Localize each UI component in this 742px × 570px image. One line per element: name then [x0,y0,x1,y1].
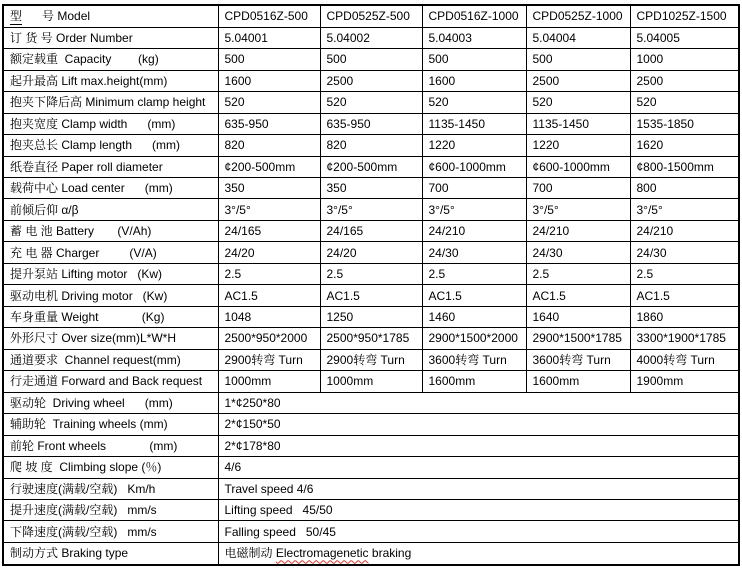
spec-value: ¢200-500mm [218,156,320,177]
spec-value: 24/210 [422,220,526,241]
spec-value: 24/30 [630,242,739,263]
spec-row-label: 提升泵站 Lifting motor (Kw) [3,263,218,284]
spec-value: 2.5 [630,263,739,284]
spec-value: Lifting speed 45/50 [218,500,739,521]
spec-table [2,4,740,566]
spec-value: 635-950 [218,113,320,134]
spec-row-label: 起升最高 Lift max.height(mm) [3,70,218,91]
spec-value: 24/20 [320,242,422,263]
table-row [3,457,739,478]
table-row [3,70,739,91]
spec-value: CPD0525Z-500 [320,5,422,27]
spec-value: AC1.5 [218,285,320,306]
spec-value: 2.5 [218,263,320,284]
table-row [3,135,739,156]
spec-row-label: 下降速度(满载/空载) mm/s [3,521,218,542]
spec-value: 350 [320,177,422,198]
spec-value: 1460 [422,306,526,327]
table-row [3,27,739,48]
spec-value: 1620 [630,135,739,156]
spec-value: 1*¢250*80 [218,392,739,413]
spec-value: 2*¢150*50 [218,414,739,435]
spec-value: 24/20 [218,242,320,263]
spec-row-label: 抱夹下降后高 Minimum clamp height [3,92,218,113]
spec-value: ¢600-1000mm [422,156,526,177]
spec-value: 24/30 [422,242,526,263]
spec-row-label: 订 货 号 Order Number [3,27,218,48]
table-row [3,177,739,198]
spec-value: 1048 [218,306,320,327]
spec-value: 24/210 [526,220,630,241]
spec-value: 1900mm [630,371,739,392]
spec-value: 520 [320,92,422,113]
spec-value: 5.04002 [320,27,422,48]
table-row [3,500,739,521]
spec-value: 820 [320,135,422,156]
spec-value: 24/165 [320,220,422,241]
spec-value: Falling speed 50/45 [218,521,739,542]
spec-value: AC1.5 [422,285,526,306]
spec-value: 520 [630,92,739,113]
spec-value: 820 [218,135,320,156]
table-row [3,478,739,499]
table-row [3,306,739,327]
spec-value: 1220 [422,135,526,156]
spec-table-body [3,5,739,565]
spec-value: 2500 [320,70,422,91]
spec-value: 2500 [526,70,630,91]
spec-value: Travel speed 4/6 [218,478,739,499]
table-row [3,328,739,349]
spec-value: 2500*950*2000 [218,328,320,349]
spec-value: AC1.5 [630,285,739,306]
spec-value: 2900转弯 Turn [320,349,422,370]
spec-value: 3°/5° [320,199,422,220]
spec-value: CPD0516Z-500 [218,5,320,27]
spec-value: 520 [218,92,320,113]
spec-value: 520 [422,92,526,113]
spec-value: 520 [526,92,630,113]
table-row [3,542,739,565]
spec-row-label: 驱动电机 Driving motor (Kw) [3,285,218,306]
spec-value: 24/210 [630,220,739,241]
spec-value: 4000转弯 Turn [630,349,739,370]
spec-value: AC1.5 [320,285,422,306]
spec-value: 3300*1900*1785 [630,328,739,349]
spec-row-label: 充 电 器 Charger (V/A) [3,242,218,263]
spec-value: 5.04001 [218,27,320,48]
spec-row-label: 前倾后仰 α/β [3,199,218,220]
spec-value: 2*¢178*80 [218,435,739,456]
spec-value: 1535-1850 [630,113,739,134]
spec-value: 1600 [218,70,320,91]
spec-row-label: 爬 坡 度 Climbing slope (％) [3,457,218,478]
spec-value: ¢200-500mm [320,156,422,177]
spec-value: 电磁制动 Electromagenetic braking [218,542,739,565]
spec-value: 1860 [630,306,739,327]
spec-value: 1000 [630,49,739,70]
table-row [3,220,739,241]
spec-row-label: 额定载重 Capacity (kg) [3,49,218,70]
table-row [3,285,739,306]
spec-value: 2.5 [526,263,630,284]
spec-row-label: 前轮 Front wheels (mm) [3,435,218,456]
spec-value: 3°/5° [526,199,630,220]
spec-value: 2900*1500*2000 [422,328,526,349]
spec-value: 1135-1450 [422,113,526,134]
spec-value: 4/6 [218,457,739,478]
spec-value: 24/165 [218,220,320,241]
spec-value: 2.5 [320,263,422,284]
spec-value: ¢800-1500mm [630,156,739,177]
spec-value: 635-950 [320,113,422,134]
spec-value: 1135-1450 [526,113,630,134]
spec-row-label: 抱夹总长 Clamp length (mm) [3,135,218,156]
spec-value: 24/30 [526,242,630,263]
spec-value: 2500 [630,70,739,91]
table-row [3,5,739,27]
spec-row-label: 型 号 Model [3,5,218,27]
spec-value: 1640 [526,306,630,327]
spec-value: 1220 [526,135,630,156]
spec-value: CPD1025Z-1500 [630,5,739,27]
spec-value: 1600mm [422,371,526,392]
spec-value: 500 [320,49,422,70]
spec-value: 2900*1500*1785 [526,328,630,349]
table-row [3,435,739,456]
spec-value: 3°/5° [218,199,320,220]
spec-row-label: 通道要求 Channel request(mm) [3,349,218,370]
spec-row-label: 外形尺寸 Over size(mm)L*W*H [3,328,218,349]
spec-value: 1000mm [320,371,422,392]
table-row [3,92,739,113]
spec-value: 500 [218,49,320,70]
spec-row-label: 抱夹宽度 Clamp width (mm) [3,113,218,134]
spec-value: 2500*950*1785 [320,328,422,349]
spec-row-label: 提升速度(满载/空载) mm/s [3,500,218,521]
underlined-label-prefix: 型 [10,9,23,24]
spec-row-label: 辅助轮 Training wheels (mm) [3,414,218,435]
table-row [3,349,739,370]
spec-value: 700 [526,177,630,198]
spec-value: CPD0516Z-1000 [422,5,526,27]
spec-value: 1250 [320,306,422,327]
spec-value: 800 [630,177,739,198]
table-row [3,521,739,542]
spec-value: 3°/5° [422,199,526,220]
spec-row-label: 行走通道 Forward and Back request [3,371,218,392]
spec-value: 2900转弯 Turn [218,349,320,370]
spec-value: 700 [422,177,526,198]
spec-value: 5.04003 [422,27,526,48]
spec-value: CPD0525Z-1000 [526,5,630,27]
table-row [3,199,739,220]
spec-value: 5.04005 [630,27,739,48]
spec-row-label: 行驶速度(满载/空载) Km/h [3,478,218,499]
spec-value: 500 [526,49,630,70]
spec-row-label: 驱动轮 Driving wheel (mm) [3,392,218,413]
table-row [3,156,739,177]
spec-value: 500 [422,49,526,70]
spec-value: 1600 [422,70,526,91]
table-row [3,371,739,392]
spec-row-label: 纸卷直径 Paper roll diameter [3,156,218,177]
table-row [3,414,739,435]
spec-value: 3600转弯 Turn [422,349,526,370]
table-row [3,242,739,263]
spec-value: 1000mm [218,371,320,392]
spec-value: 3°/5° [630,199,739,220]
table-row [3,49,739,70]
table-row [3,392,739,413]
spec-value: AC1.5 [526,285,630,306]
spec-row-label: 车身重量 Weight (Kg) [3,306,218,327]
spec-row-label: 制动方式 Braking type [3,542,218,565]
spec-value: ¢600-1000mm [526,156,630,177]
spec-value: 5.04004 [526,27,630,48]
spec-value: 350 [218,177,320,198]
spec-value: 2.5 [422,263,526,284]
spec-value: 3600转弯 Turn [526,349,630,370]
spec-value: 1600mm [526,371,630,392]
table-row [3,113,739,134]
spec-row-label: 蓄 电 池 Battery (V/Ah) [3,220,218,241]
spec-row-label: 载荷中心 Load center (mm) [3,177,218,198]
table-row [3,263,739,284]
misspelled-word: Electromagenetic [275,546,369,561]
